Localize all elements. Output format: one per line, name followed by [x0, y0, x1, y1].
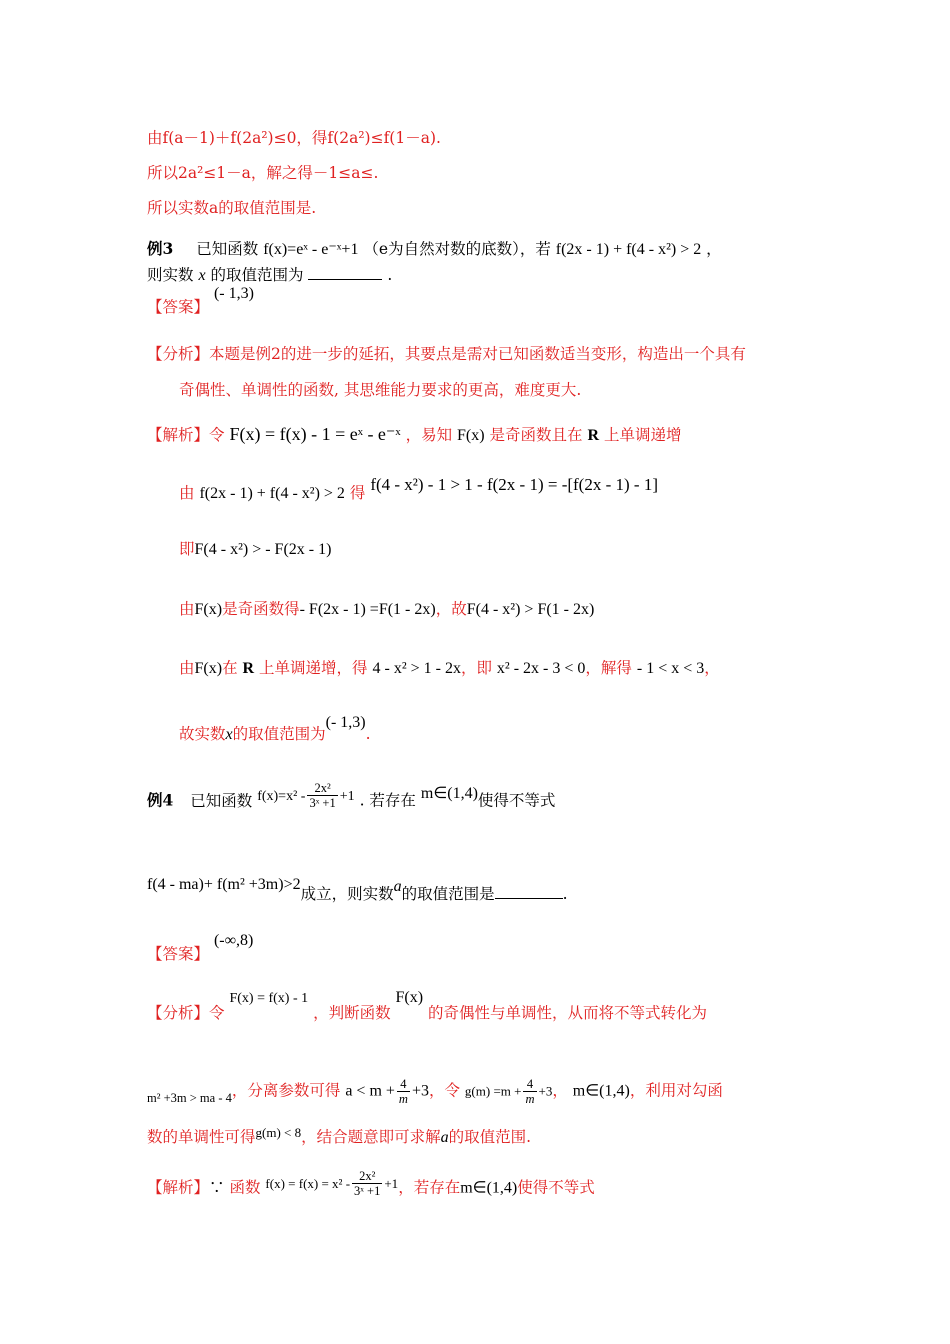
conclusion-text: 所以实数a的取值范围是. — [147, 199, 317, 217]
analysis-text: ，令 — [428, 1081, 460, 1100]
answer-label: 【答案】 — [147, 945, 210, 963]
example-3-statement-cont — [147, 263, 392, 287]
variable: a — [440, 1129, 449, 1146]
fraction-denominator: m — [525, 1092, 535, 1106]
solution-label: 【解析】 — [147, 1178, 210, 1197]
fraction-numerator: 4 — [523, 1077, 536, 1092]
problem-text: 则实数 — [147, 266, 194, 284]
inequality: g(m) < 8 — [255, 1125, 302, 1140]
answer-value: (-∞,8) — [213, 932, 254, 949]
answer-label: 【答案】 — [147, 298, 210, 316]
equation: - F(2x - 1) =F(1 - 2x) — [299, 601, 436, 618]
example-4-answer — [147, 932, 254, 966]
problem-text: . 若存在 — [359, 791, 416, 810]
step-text: 由 — [179, 484, 195, 502]
derivation-text: 由f(a－1)＋f(2a²)≤0，得f(2a²)≤f(1－a). — [147, 129, 441, 147]
solution-text: ，若存在 — [398, 1178, 461, 1197]
inequality: a < m + — [345, 1082, 395, 1100]
example-3-statement — [147, 238, 722, 261]
example-4-analysis — [147, 989, 708, 1026]
real-numbers-symbol: R — [242, 660, 255, 677]
function-name: F(x) — [194, 660, 223, 677]
derivation-text: 所以2a²≤1－a，解之得－1≤a≤. — [147, 164, 379, 182]
problem-text: 使得不等式 — [477, 791, 556, 810]
problem-text: 的取值范围是 — [401, 885, 495, 903]
fraction — [307, 781, 337, 810]
analysis-text: ，利用对勾函 — [629, 1081, 723, 1100]
solution-text: 是奇函数且在 — [489, 426, 583, 444]
function-definition: f(x)=eˣ - e⁻ˣ+1 — [263, 241, 359, 258]
inequality-tail: +3 — [411, 1082, 429, 1100]
analysis-text: 数的单调性可得 — [147, 1128, 256, 1146]
domain-interval: m∈(1,4) — [420, 784, 478, 802]
solution-step-5 — [179, 714, 371, 746]
answer-blank — [308, 263, 382, 280]
example-label: 例4 — [147, 790, 174, 810]
function-definition: f(x) = f(x) = x² - — [265, 1175, 351, 1191]
problem-text: 的取值范围为 — [210, 266, 304, 284]
therefore-symbol: ∵ — [209, 1178, 225, 1197]
problem-text: 已知函数 — [190, 791, 253, 810]
step-text: 故实数 — [179, 725, 226, 743]
step-text: 上单调递增，得 — [259, 659, 368, 677]
example-4-statement — [147, 781, 556, 816]
answer-value: (- 1,3) — [213, 285, 254, 302]
domain-interval: m∈(1,4) — [460, 1179, 518, 1197]
example-4-solution — [147, 1169, 595, 1203]
analysis-text: ，结合题意即可求解 — [301, 1128, 441, 1146]
problem-text: . — [387, 266, 393, 284]
real-numbers-symbol: R — [587, 427, 600, 444]
example-3-analysis — [147, 343, 746, 365]
function-name: F(x) — [194, 601, 223, 618]
step-text: 在 — [222, 659, 238, 677]
inequality: m² +3m > ma - 4 — [147, 1090, 232, 1105]
fraction — [352, 1169, 382, 1198]
solution-step-4 — [179, 657, 720, 680]
function-definition: F(x) = f(x) - 1 — [229, 991, 309, 1006]
solution-step-1 — [179, 475, 658, 505]
analysis-label: 【分析】 — [147, 345, 210, 363]
problem-text: . — [562, 885, 568, 903]
function-definition: F(x) = f(x) - 1 = eˣ - e⁻ˣ — [229, 424, 401, 444]
function-name: F(x) — [457, 427, 485, 444]
answer-value: (- 1,3) — [325, 714, 366, 731]
domain-interval: m∈(1,4) — [572, 1082, 630, 1100]
fraction-numerator: 2x² — [352, 1169, 382, 1184]
example-3-analysis-cont — [179, 379, 581, 401]
problem-text: 成立，则实数 — [300, 885, 394, 903]
solution-text: 上单调递增 — [603, 426, 682, 444]
analysis-text: 本题是例2的进一步的延拓，其要点是需对已知函数适当变形，构造出一个具有 — [209, 345, 746, 363]
inequality: F(4 - x²) > F(1 - 2x) — [466, 601, 595, 618]
inequality: F(4 - x²) > - F(2x - 1) — [194, 541, 332, 558]
analysis-label: 【分析】 — [147, 1004, 210, 1022]
problem-text: 已知函数 — [196, 240, 259, 258]
text-line-1 — [147, 127, 441, 149]
function-definition-tail: +1 — [384, 1175, 399, 1191]
solution-text: 函数 — [229, 1178, 261, 1197]
step-text: 得 — [349, 484, 366, 502]
inequality: f(2x - 1) + f(4 - x²) > 2 — [199, 485, 345, 502]
analysis-text: 的取值范围. — [448, 1128, 532, 1146]
fraction-denominator: 3ˣ +1 — [354, 1184, 381, 1198]
solution-step-3 — [179, 598, 594, 621]
example-4-statement-cont — [147, 876, 568, 906]
inequality: f(2x - 1) + f(4 - x²) > 2 — [555, 241, 702, 258]
example-3-solution — [147, 423, 682, 447]
function-definition-tail: +1 — [339, 788, 355, 804]
fraction-numerator: 4 — [397, 1077, 410, 1092]
fraction-denominator: m — [398, 1092, 408, 1106]
problem-text: ， — [706, 240, 722, 258]
step-text: 由 — [179, 600, 195, 618]
text-line-2 — [147, 162, 378, 184]
example-4-analysis-cont — [147, 1077, 723, 1106]
analysis-text: ，判断函数 — [313, 1004, 391, 1022]
fraction-numerator: 2x² — [307, 781, 337, 796]
variable: x — [198, 267, 206, 284]
analysis-text: 令 — [209, 1004, 225, 1022]
solution-text: 令 — [209, 426, 225, 444]
fraction — [397, 1077, 410, 1106]
step-text: . — [365, 725, 371, 743]
function-definition-tail: +3 — [538, 1083, 553, 1099]
fraction — [523, 1077, 536, 1106]
inequality: 4 - x² > 1 - 2x — [372, 660, 461, 677]
analysis-text: 的奇偶性与单调性，从而将不等式转化为 — [428, 1004, 708, 1022]
analysis-text: 奇偶性、单调性的函数, 其思维能力要求的更高，难度更大. — [179, 381, 582, 399]
function-definition: f(x)=x² - — [257, 788, 306, 804]
example-4-analysis-end — [147, 1126, 531, 1149]
solution-label: 【解析】 — [147, 426, 210, 444]
problem-text: （e为自然对数的底数），若 — [363, 240, 551, 258]
fraction-denominator: 3ˣ +1 — [309, 796, 336, 810]
step-text: ， — [704, 659, 720, 677]
solution-text: ，易知 — [405, 426, 453, 444]
example-label: 例3 — [147, 239, 174, 258]
inequality: x² - 2x - 3 < 0 — [496, 660, 586, 677]
solution-step-2 — [179, 538, 331, 561]
step-text: 即 — [179, 540, 195, 558]
inequality: - 1 < x < 3 — [636, 660, 705, 677]
step-text: 的取值范围为 — [232, 725, 326, 743]
inequality: f(4 - ma)+ f(m² +3m)>2 — [147, 876, 301, 893]
step-text: 是奇函数得 — [222, 600, 300, 618]
step-text: 由 — [179, 659, 195, 677]
step-text: ，解得 — [585, 659, 632, 677]
analysis-text: ，分离参数可得 — [231, 1081, 341, 1100]
solution-text: 使得不等式 — [517, 1178, 595, 1197]
inequality: f(4 - x²) - 1 > 1 - f(2x - 1) = -[f(2x - 1) - 1] — [370, 475, 658, 494]
step-text: ，故 — [435, 600, 467, 618]
answer-blank — [495, 882, 563, 899]
function-definition: g(m) =m + — [464, 1083, 522, 1099]
variable: a — [393, 878, 402, 895]
text-line-3 — [147, 197, 316, 219]
step-text: ，即 — [460, 659, 492, 677]
analysis-text: ， — [552, 1081, 568, 1100]
example-3-answer — [147, 285, 254, 319]
variable: x — [225, 726, 233, 743]
function-name: F(x) — [395, 989, 424, 1006]
